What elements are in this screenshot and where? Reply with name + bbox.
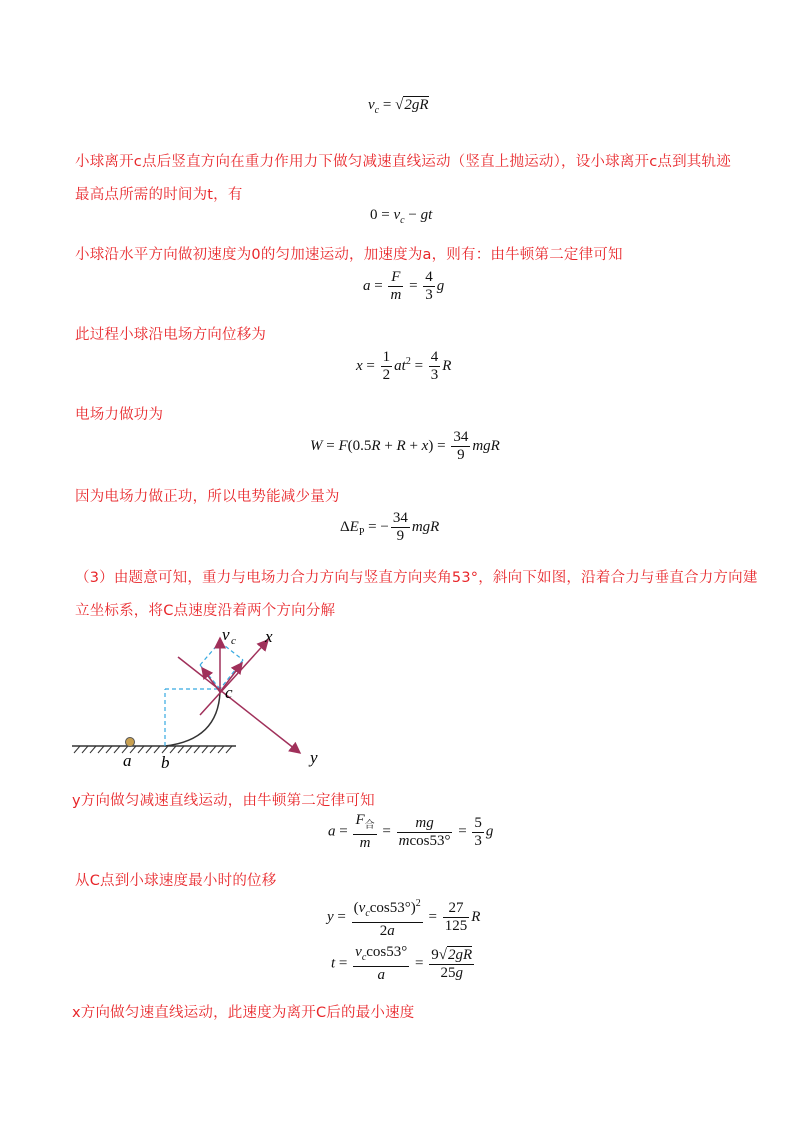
paragraph-6b: 立坐标系，将C点速度沿着两个方向分解 (75, 603, 336, 619)
track-curve (165, 692, 220, 746)
equation-work: W = F(0.5R + R + x) = $\frac{34}{9}$ mgR (310, 429, 500, 463)
paragraph-2: 小球沿水平方向做初速度为0的匀加速运动，加速度为a，则有：由牛顿第二定律可知 (75, 247, 623, 263)
equation-displacement: x = $\frac{1}{2}$ $at^2$ = $\frac{4}{3}$ R (356, 349, 452, 383)
equation-time: t = $\frac{v_c\cos 53^\circ}{a}$ = $\frac{9√2gR}{25g}$ (331, 944, 473, 983)
equation-energy: $\Delta E_P$ = − $\frac{34}{9}$ mgR (340, 510, 440, 544)
ball (126, 738, 135, 747)
paragraph-3: 此过程小球沿电场方向位移为 (75, 327, 267, 343)
velocity-decomposition-figure (60, 620, 360, 780)
paragraph-6: （3）由题意可知，重力与电场力合力方向与竖直方向夹角53°，斜向下如图，沿着合力与垂直合力方向建 (75, 570, 758, 586)
a-label: a (123, 751, 132, 770)
paragraph-5: 因为电场力做正功，所以电势能减少量为 (75, 489, 340, 505)
paragraph-8: 从C点到小球速度最小时的位移 (75, 873, 277, 889)
equation-y-displacement: y = $\frac{(v_c\cos 53^\circ)^2}{2a}$ = $\frac{27}{125}$ R (327, 895, 480, 940)
y-label: y (310, 748, 318, 767)
paragraph-1: 小球离开c点后竖直方向在重力作用力下做匀减速直线运动（竖直上抛运动），设小球离开c点到其轨迹 (75, 154, 731, 170)
c-label: c (225, 683, 233, 702)
x-label: x (265, 627, 273, 646)
equation-acceleration: a = $\frac{F}{m}$ = $\frac{4}{3}$ g (363, 269, 445, 303)
b-label: b (161, 753, 170, 772)
paragraph-1b: 最高点所需的时间为t，有 (75, 187, 243, 203)
equation-vertical: $0 = v_c$ − gt (370, 207, 433, 226)
paragraph-7: y方向做匀减速直线运动，由牛顿第二定律可知 (72, 793, 375, 809)
ground-hatch (74, 746, 232, 753)
equation-y-acceleration: a = $\frac{F_合}{m}$ = $\frac{mg}{mcos53^\circ}$ = $\frac{5}{3}$ g (328, 812, 494, 851)
paragraph-9: x方向做匀速直线运动，此速度为离开C后的最小速度 (72, 1005, 415, 1021)
vc-sub-label: c (231, 635, 236, 647)
equation-vc: $v_c = √2gR$ (368, 97, 429, 116)
vc-label: v (222, 625, 230, 644)
paragraph-4: 电场力做功为 (75, 407, 164, 423)
